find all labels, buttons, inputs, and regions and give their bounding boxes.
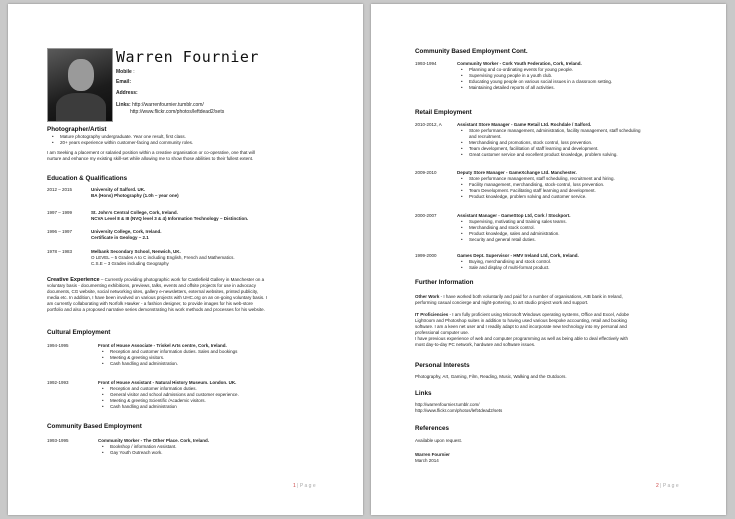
list-item: • Educating young people on various social issues in a classroom setting. <box>461 79 612 85</box>
list-item: • General visitor and school admissions and customer experience. <box>102 392 239 398</box>
personal-heading: Personal Interests <box>415 362 470 369</box>
list-item: • Store performance management, staff scheduling, recruitment and hiring. <box>461 176 615 182</box>
links-heading: Links <box>415 390 432 397</box>
list-item: • Great customer service and excellent product knowledge, problem solving. <box>461 152 618 158</box>
signature-date: March 2014 <box>415 458 439 463</box>
it-line: most day-to-day PC network, hardware and software issues. <box>415 342 536 347</box>
job-date: 1993-1995 <box>47 438 69 443</box>
list-item: • Sale and display of multi-format product. <box>461 265 550 271</box>
edu-detail: O LEVEL – 5 Grades A to C including English, French and Mathematics. <box>91 255 235 260</box>
resume-page-2 <box>371 4 726 515</box>
job-date: 1992-1993 <box>47 380 69 385</box>
other-work-line: performing casual concierge and night-portering, to art studio project work and support. <box>415 300 589 305</box>
list-item: • Mature photography undergraduate. Year one result, first class. <box>52 134 186 140</box>
list-item: • Supervising young people in a youth club. <box>461 73 552 79</box>
list-item: • Cash handling and administration. <box>102 361 178 367</box>
list-item: • Cash handling and administration <box>102 404 177 410</box>
job-date: 1994-1995 <box>47 343 69 348</box>
contact-mobile: Mobile : <box>116 69 135 75</box>
signature-name: Warren Fournier <box>415 452 450 457</box>
edu-date: 1996 – 1997 <box>47 229 73 234</box>
list-item: • Product knowledge, sales and administration. <box>461 231 560 237</box>
edu-school: Melbank Secondary School, Nenwich, UK. <box>91 249 181 254</box>
photo-body-shape <box>56 93 106 122</box>
list-item: • Facility management, merchandising, stock-control, loss prevention. <box>461 182 604 188</box>
creative-line: documents, CG website, social networking sites, gallery e-newsletters, external websites, printed publicity, <box>47 289 259 294</box>
other-work-line: Other Work - I have worked both voluntarily and paid for a number of organisations, AIB bank in Ireland, <box>415 294 623 299</box>
other-work-label: Other Work <box>415 294 440 299</box>
creative-line: Creative Experience – Currently providing photographic work for Castlefield Gallery in Manchester on a <box>47 277 265 283</box>
it-line: professional computer use. <box>415 330 470 335</box>
intro-text: nurture and enhance my existing skill-set while allowing me to show those abilities to their fullest extent. <box>47 156 254 161</box>
job-title: Community Worker - The Other Place. Cork, Ireland. <box>98 438 209 443</box>
photographer-heading: Photographer/Artist <box>47 126 107 133</box>
profile-photo <box>47 48 113 122</box>
list-item: • Merchandising and promotions, stock control, loss prevention. <box>461 140 592 146</box>
link-flickr[interactable]: http://www.flickr.com/photos/leftdead2/sets <box>130 109 225 115</box>
photo-head-shape <box>68 59 94 91</box>
list-item: • Security and general retail duties. <box>461 237 536 243</box>
personal-text: Photography, Art, Gaming, Film, Reading, Music, Walking and the Outdoors. <box>415 374 567 379</box>
page-footer: 2 | P a g e <box>656 483 679 489</box>
candidate-name: Warren Fournier <box>116 48 259 66</box>
edu-date: 2012 – 2015 <box>47 187 73 192</box>
job-date: 2000-2007 <box>415 213 437 218</box>
list-item: • Reception and customer information duties. <box>102 386 197 392</box>
creative-heading: Creative Experience <box>47 277 100 283</box>
job-title: Deputy Store Manager - GameXchange Ltd. Manchester. <box>457 170 577 175</box>
edu-detail: C.S.E – 3 Grades including Geography <box>91 261 169 266</box>
job-title: Community Worker - Cork Youth Federation, Cork, Ireland. <box>457 61 582 66</box>
list-item: • Merchandising and stock control. <box>461 225 535 231</box>
job-title: Assistant Manager - GameStop Ltd, Cork / Stockport. <box>457 213 571 218</box>
contact-links: Links: http://warrenfournier.tumblr.com/ <box>116 102 204 108</box>
retail-heading: Retail Employment <box>415 109 472 116</box>
list-item: • Meeting & greeting visitors. <box>102 355 164 361</box>
list-item: • Bookshop / information Assistant. <box>102 444 177 450</box>
resume-page-1 <box>8 4 363 515</box>
references-text: Available upon request. <box>415 438 462 443</box>
job-date: 1999-2000 <box>415 253 437 258</box>
creative-line: media etc. In addition, I have been involved on various projects with UHC.org on an on-going voluntary basis. I <box>47 295 267 300</box>
list-item: • Supervising, motivating and training sales teams. <box>461 219 567 225</box>
edu-school: St. John’s Central College, Cork, Ireland. <box>91 210 178 215</box>
it-line: Lightroom and Photoshop suites in addition to having used various bespoke accounting, retail and booking <box>415 318 627 323</box>
list-item: • Planning and co-ordinating events for young people. <box>461 67 573 73</box>
list-item: • Team Development. Facilitating staff learning and development. <box>461 188 596 194</box>
job-title: Front of House Associate - Triskel Arts centre, Cork, Ireland. <box>98 343 227 348</box>
link-tumblr[interactable]: http://warrenfournier.tumblr.com/ <box>415 402 480 407</box>
list-item: • Maintaining detailed reports of all activities. <box>461 85 555 91</box>
references-heading: References <box>415 425 449 432</box>
list-item: • Team development, facilitation of staff learning and development. <box>461 146 599 152</box>
list-item: • Meeting & greeting Scientific /Academic visitors. <box>102 398 206 404</box>
list-item: • Buying, merchandising and stock control. <box>461 259 551 265</box>
list-item: • Gay Youth Outreach work. <box>102 450 163 456</box>
list-item: • Product knowledge, problem solving and customer service. <box>461 194 587 200</box>
contact-address: Address: <box>116 90 138 96</box>
job-date: 2010-2012, A <box>415 122 442 127</box>
list-item: • Store performance management, administration, facility management, staff scheduling <box>461 128 641 134</box>
creative-line: am currently collaborating with Norfolk Hawker - a fashion designer, to provide images for his web-store <box>47 301 253 306</box>
creative-line: portfolio and also a proposed narrative series demonstrating his work methods and processes for his website. <box>47 307 265 312</box>
education-heading: Education & Qualifications <box>47 175 128 182</box>
community-heading: Community Based Employment <box>47 423 142 430</box>
edu-date: 1997 – 1999 <box>47 210 73 215</box>
intro-text: I am Seeking a placement or salaried position within a creative organisation or co-operative, one that will <box>47 150 255 155</box>
job-title: Assistant Store Manager - Game Retail Ltd. Rochdale / Salford. <box>457 122 592 127</box>
job-title: Front of House Assistant - Natural History Museum. London. UK. <box>98 380 237 385</box>
link-tumblr[interactable]: http://warrenfournier.tumblr.com/ <box>132 102 204 108</box>
creative-line: voluntary basis - documenting exhibitions, previews, talks, events and offsite projects for use in advocacy <box>47 283 257 288</box>
cultural-heading: Cultural Employment <box>47 329 111 336</box>
job-date: 2009-2010 <box>415 170 437 175</box>
list-item: • Reception and customer information duties. Sales and bookings <box>102 349 237 355</box>
edu-detail: BA (Hons) Photography (1.0h – year one) <box>91 193 179 198</box>
job-title: Games Dept. Supervisor - HMV Ireland Ltd, Cork, Ireland. <box>457 253 579 258</box>
it-line: software. I am a keen net user and I readily adapt to and incorporate new technology into my personal and <box>415 324 627 329</box>
further-heading: Further Information <box>415 279 474 286</box>
it-line: IT Proficiencies - I am fully proficient using Microsoft Windows operating systems, Office and Excel, Adobe <box>415 312 630 317</box>
link-flickr[interactable]: http://www.flickr.com/photos/left4dead2/sets <box>415 408 503 413</box>
it-line: I have previous experience of web and computer programming as well as being able to deal effectively with <box>415 336 629 341</box>
list-item-cont: and recruitment. <box>469 134 502 139</box>
it-label: IT Proficiencies <box>415 312 449 317</box>
edu-date: 1978 – 1983 <box>47 249 73 254</box>
edu-school: University of Salford. UK. <box>91 187 146 192</box>
edu-detail: Certificate in Geology – 2.1 <box>91 235 149 240</box>
edu-school: University College, Cork, Ireland. <box>91 229 162 234</box>
contact-email: Email: <box>116 79 132 85</box>
job-date: 1993-1994 <box>415 61 437 66</box>
list-item: • 20+ years experience within customer-facing and community roles. <box>52 140 193 146</box>
edu-detail: NCVA Level 8 & III (NVQ level 3 & 4) Information Technology – Distinction. <box>91 216 249 221</box>
community-cont-heading: Community Based Employment Cont. <box>415 48 528 55</box>
page-footer: 1 | P a g e <box>293 483 316 489</box>
